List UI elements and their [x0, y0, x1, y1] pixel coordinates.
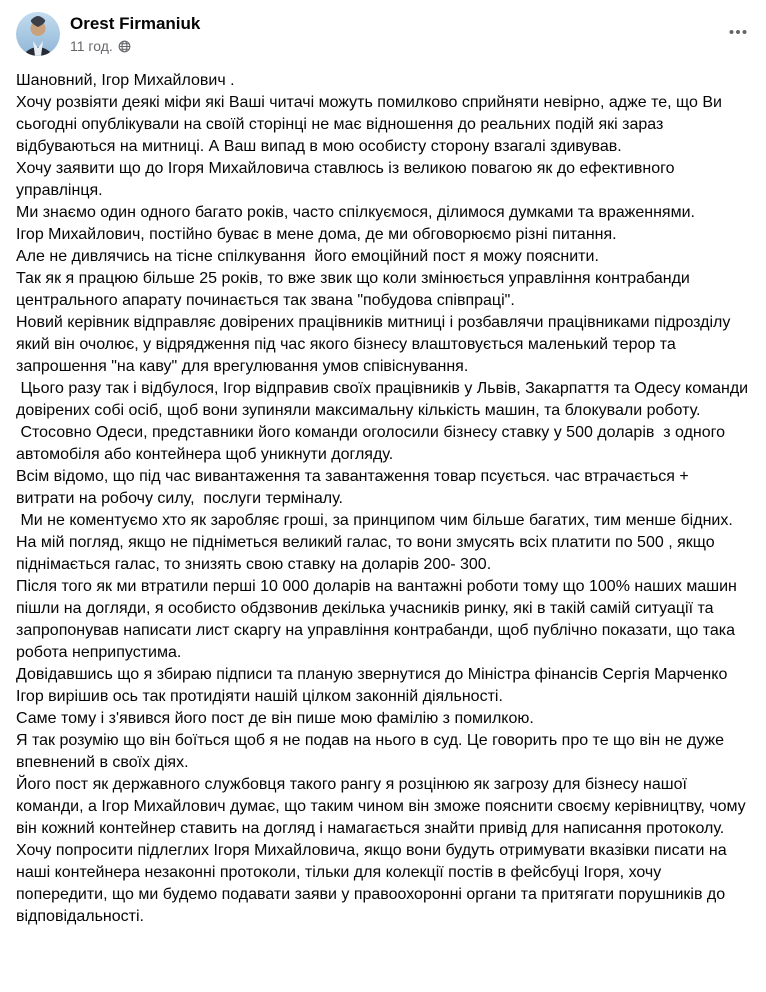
post-paragraph: Але не дивлячись на тісне спілкування його емоційний пост я можу пояснити.	[16, 248, 599, 265]
post-paragraph: Хочу заявити що до Ігоря Михайловича ставлюсь із великою повагою як до ефективного управлінця.	[16, 160, 679, 199]
timestamp[interactable]: 11 год.	[70, 38, 113, 54]
meta-row	[70, 38, 200, 54]
author-name[interactable]: Orest Firmaniuk	[70, 14, 201, 33]
ellipsis-icon	[727, 21, 749, 43]
post-paragraph: Я так розумію що він боїться щоб я не подав на нього в суд. Це говорить про те що він не дуже впевнений в своїх діях.	[16, 732, 729, 771]
post-paragraph: Цього разу так і відбулося, Ігор відправив своїх працівників у Львів, Закарпаття та Одесу команди довірених собі осіб, щоб вони зупиняли максимальну кількість машин, та блокували роботу.	[16, 380, 753, 419]
post-paragraph: Всім відомо, що під час вивантаження та завантаження товар псується. час втрачається + витрати на робочу силу, послуги терміналу.	[16, 468, 694, 507]
post-menu-button[interactable]	[720, 14, 756, 50]
post-header	[16, 10, 750, 64]
post-paragraph: Новий керівник відправляє довірених працівників митниці і розбавлячи працівниками підрозділу який він очолює, у відрядження під час якого бізнесу влаштовується маленький терор та запрошення "на каву" для врегулювання умов співіснування.	[16, 314, 735, 375]
post-paragraph: Довідавшись що я збираю підписи та планую звернутися до Міністра фінансів Сергія Марченко Ігор вирішив ось так протидіяти нашій цілком законній діяльності.	[16, 666, 732, 705]
post-paragraph: Так як я працюю більше 25 років, то вже звик що коли змінюється управління контрабанди центрального апарату починається так звана "побудова співпраці".	[16, 270, 695, 309]
post-paragraph: Шановний, Ігор Михайлович .	[16, 72, 235, 89]
avatar-photo	[16, 12, 60, 56]
header-meta	[70, 12, 200, 54]
post-paragraph: Ігор Михайлович, постійно буває в мене дома, де ми обговорюємо різні питання.	[16, 226, 617, 243]
post-paragraph: Стосовно Одеси, представники його команди оголосили бізнесу ставку у 500 доларів з одного автомобіля або контейнера щоб уникнути догляду.	[16, 424, 730, 463]
post-paragraph: Ми не коментуємо хто як заробляє гроші, за принципом чим більше багатих, тим менше бідних.	[16, 512, 733, 529]
post-paragraph: Хочу попросити підлеглих Ігоря Михайловича, якщо вони будуть отримувати вказівки писати на наші контейнера незаконні протоколи, тільки для колекції постів в фейсбуці Ігоря, хочу попередити, що ми будемо подавати заяви у правоохоронні органи та притягати порушників до відповідальності.	[16, 842, 732, 925]
post-paragraph: Після того як ми втратили перші 10 000 доларів на вантажні роботи тому що 100% наших машин пішли на догляди, я особисто обдзвонив декілька учасників ринку, які в такій самій ситуації та запропонував написати лист скаргу на управління контрабанди, щоб публічно показати, що така робота неприпустима.	[16, 578, 742, 661]
post-body	[16, 64, 753, 928]
post-paragraph: Саме тому і з'явився його пост де він пише мою фамілію з помилкою.	[16, 710, 534, 727]
post-paragraph: Хочу розвіяти деякі міфи які Ваші читачі можуть помилково сприйняти невірно, адже те, що Ви сьогодні опублікували на своїй сторінці не має відношення до реальних подій які зараз відбуваються на митниці. А Ваш випад в мою особисту сторону взагалі здивував.	[16, 94, 727, 155]
post-paragraph: Ми знаємо один одного багато років, часто спілкуємося, ділимося думками та враженнями.	[16, 204, 695, 221]
globe-icon	[118, 40, 131, 53]
post-paragraph: На мій погляд, якщо не підніметься великий галас, то вони змусять всіх платити по 500 , якщо піднімається галас, то знизять свою ставку на доларів 200- 300.	[16, 534, 720, 573]
avatar[interactable]	[16, 12, 60, 56]
post-paragraph: Його пост як державного службовця такого рангу я розцінюю як загрозу для бізнесу нашої команди, а Ігор Михайлович думає, що таким чином він зможе пояснити своєму керівництву, чому він кожний контейнер ставить на догляд і намагається знайти привід для написання протоколу.	[16, 776, 751, 837]
